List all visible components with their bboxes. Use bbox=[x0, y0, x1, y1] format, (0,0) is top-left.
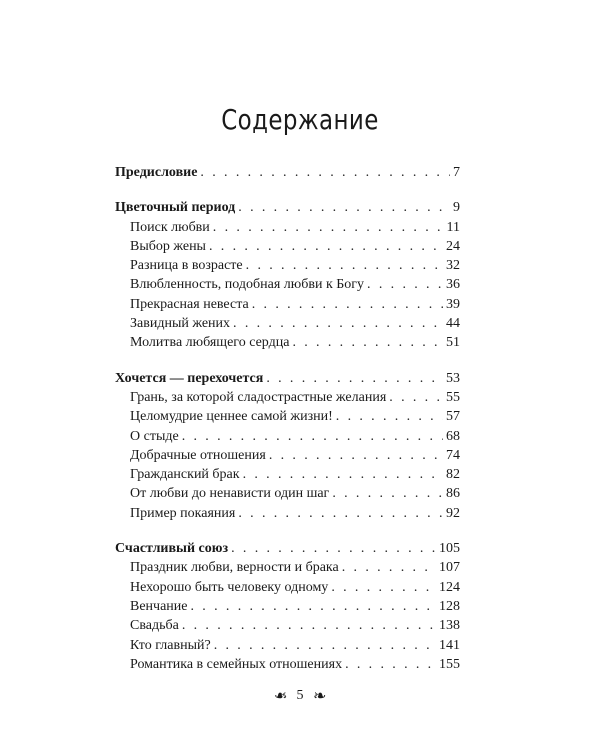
dot-leader bbox=[238, 198, 450, 217]
toc-entry-page: 44 bbox=[446, 316, 460, 332]
dot-leader bbox=[332, 484, 443, 503]
dot-leader bbox=[191, 597, 437, 616]
toc-entry-title: Венчание bbox=[130, 598, 188, 614]
toc-entry-title: Молитва любящего сердца bbox=[130, 335, 290, 351]
toc-subentry[interactable] bbox=[115, 295, 460, 314]
dot-leader bbox=[214, 636, 436, 655]
toc-section bbox=[115, 198, 460, 352]
dot-leader bbox=[233, 314, 443, 333]
toc-entry-title: Романтика в семейных отношениях bbox=[130, 656, 343, 672]
toc-chapter-entry[interactable] bbox=[115, 369, 460, 388]
toc-subentry[interactable] bbox=[115, 597, 460, 616]
toc-entry-page: 155 bbox=[439, 656, 460, 672]
toc-entry-title: Завидный жених bbox=[130, 316, 231, 332]
toc-entry-page: 36 bbox=[446, 277, 460, 293]
dot-leader bbox=[292, 333, 443, 352]
toc-entry-page: 107 bbox=[439, 560, 460, 576]
toc-entry-title: Хочется — перехочется bbox=[115, 370, 264, 386]
toc-entry-title: Нехорошо быть человеку одному bbox=[130, 579, 329, 595]
toc-entry-page: 128 bbox=[439, 598, 460, 614]
toc-entry-title: Грань, за которой сладострастные желания bbox=[130, 389, 387, 405]
toc-entry-page: 32 bbox=[446, 258, 460, 274]
toc-entry-page: 92 bbox=[446, 505, 460, 521]
toc-entry-page: 24 bbox=[446, 238, 460, 254]
dot-leader bbox=[238, 504, 443, 523]
toc-subentry[interactable] bbox=[115, 427, 460, 446]
toc-subentry[interactable] bbox=[115, 275, 460, 294]
toc-entry-title: Кто главный? bbox=[130, 637, 211, 653]
toc-subentry[interactable] bbox=[115, 465, 460, 484]
dot-leader bbox=[342, 558, 436, 577]
toc-entry-title: Гражданский брак bbox=[130, 467, 240, 483]
toc-entry-title: Целомудрие ценнее самой жизни! bbox=[130, 409, 333, 425]
left-ornament-icon: ❧ bbox=[273, 688, 287, 705]
toc-subentry[interactable] bbox=[115, 655, 460, 674]
toc-entry-title: Пример покаяния bbox=[130, 505, 236, 521]
toc-subentry[interactable] bbox=[115, 237, 460, 256]
toc-chapter-entry[interactable] bbox=[115, 539, 460, 558]
toc-entry-page: 9 bbox=[453, 200, 460, 216]
toc-entry-page: 57 bbox=[446, 409, 460, 425]
toc-entry-page: 68 bbox=[446, 428, 460, 444]
toc-subentry[interactable] bbox=[115, 484, 460, 503]
toc-section bbox=[115, 369, 460, 523]
toc-chapter-entry[interactable] bbox=[115, 198, 460, 217]
toc-subentry[interactable] bbox=[115, 407, 460, 426]
toc-entry-page: 138 bbox=[439, 618, 460, 634]
dot-leader bbox=[345, 655, 436, 674]
toc-entry-page: 141 bbox=[439, 637, 460, 653]
toc-subentry[interactable] bbox=[115, 314, 460, 333]
toc-subentry[interactable] bbox=[115, 504, 460, 523]
dot-leader bbox=[331, 578, 436, 597]
page-title: Содержание bbox=[221, 102, 379, 136]
dot-leader bbox=[367, 275, 443, 294]
toc-entry-page: 7 bbox=[453, 165, 460, 180]
toc-entry-title: Влюбленность, подобная любви к Богу bbox=[130, 277, 365, 293]
dot-leader bbox=[252, 295, 443, 314]
dot-leader bbox=[231, 539, 436, 558]
toc-entry-page: 105 bbox=[439, 541, 460, 557]
right-ornament-icon: ❧ bbox=[313, 688, 327, 705]
dot-leader bbox=[209, 237, 443, 256]
dot-leader bbox=[266, 369, 443, 388]
toc-entry-page: 51 bbox=[446, 335, 460, 351]
toc-subentry[interactable] bbox=[115, 333, 460, 352]
toc-section bbox=[115, 539, 460, 674]
toc-entry-title: Праздник любви, верности и брака bbox=[130, 560, 339, 576]
toc-subentry[interactable] bbox=[115, 636, 460, 655]
toc-entry-title: Разница в возрасте bbox=[130, 258, 243, 274]
toc-subentry[interactable] bbox=[115, 578, 460, 597]
toc-entry-page: 53 bbox=[446, 370, 460, 386]
toc-entry-title: Предисловие bbox=[115, 165, 198, 180]
toc-entry-page: 39 bbox=[446, 296, 460, 312]
dot-leader bbox=[200, 163, 450, 182]
toc-entry-page: 11 bbox=[446, 219, 460, 235]
toc-subentry[interactable] bbox=[115, 616, 460, 635]
page-number: 5 bbox=[296, 688, 304, 704]
toc-entry-title: Прекрасная невеста bbox=[130, 296, 249, 312]
toc-entry-page: 86 bbox=[446, 486, 460, 502]
dot-leader bbox=[246, 256, 443, 275]
dot-leader bbox=[213, 218, 444, 237]
toc-entry-page: 82 bbox=[446, 467, 460, 483]
toc-entry-title: От любви до ненависти один шаг bbox=[130, 486, 330, 502]
toc-subentry[interactable] bbox=[115, 218, 460, 237]
page-folio bbox=[0, 686, 600, 706]
toc-entry-title: О стыде bbox=[130, 428, 179, 444]
toc-section bbox=[115, 163, 460, 182]
table-of-contents bbox=[115, 163, 460, 674]
dot-leader bbox=[336, 407, 443, 426]
toc-subentry[interactable] bbox=[115, 446, 460, 465]
toc-subentry[interactable] bbox=[115, 388, 460, 407]
toc-entry-title: Свадьба bbox=[130, 618, 179, 634]
dot-leader bbox=[182, 427, 443, 446]
dot-leader bbox=[389, 388, 443, 407]
toc-entry-title: Цветочный период bbox=[115, 200, 236, 216]
toc-entry-title: Счастливый союз bbox=[115, 541, 229, 557]
toc-subentry[interactable] bbox=[115, 558, 460, 577]
toc-entry-title: Добрачные отношения bbox=[130, 447, 266, 463]
toc-entry-title: Выбор жены bbox=[130, 238, 206, 254]
dot-leader bbox=[182, 616, 436, 635]
toc-chapter-entry[interactable] bbox=[115, 163, 460, 182]
toc-entry-page: 124 bbox=[439, 579, 460, 595]
dot-leader bbox=[243, 465, 443, 484]
toc-subentry[interactable] bbox=[115, 256, 460, 275]
toc-entry-title: Поиск любви bbox=[130, 219, 210, 235]
toc-entry-page: 55 bbox=[446, 389, 460, 405]
dot-leader bbox=[269, 446, 443, 465]
toc-entry-page: 74 bbox=[446, 447, 460, 463]
